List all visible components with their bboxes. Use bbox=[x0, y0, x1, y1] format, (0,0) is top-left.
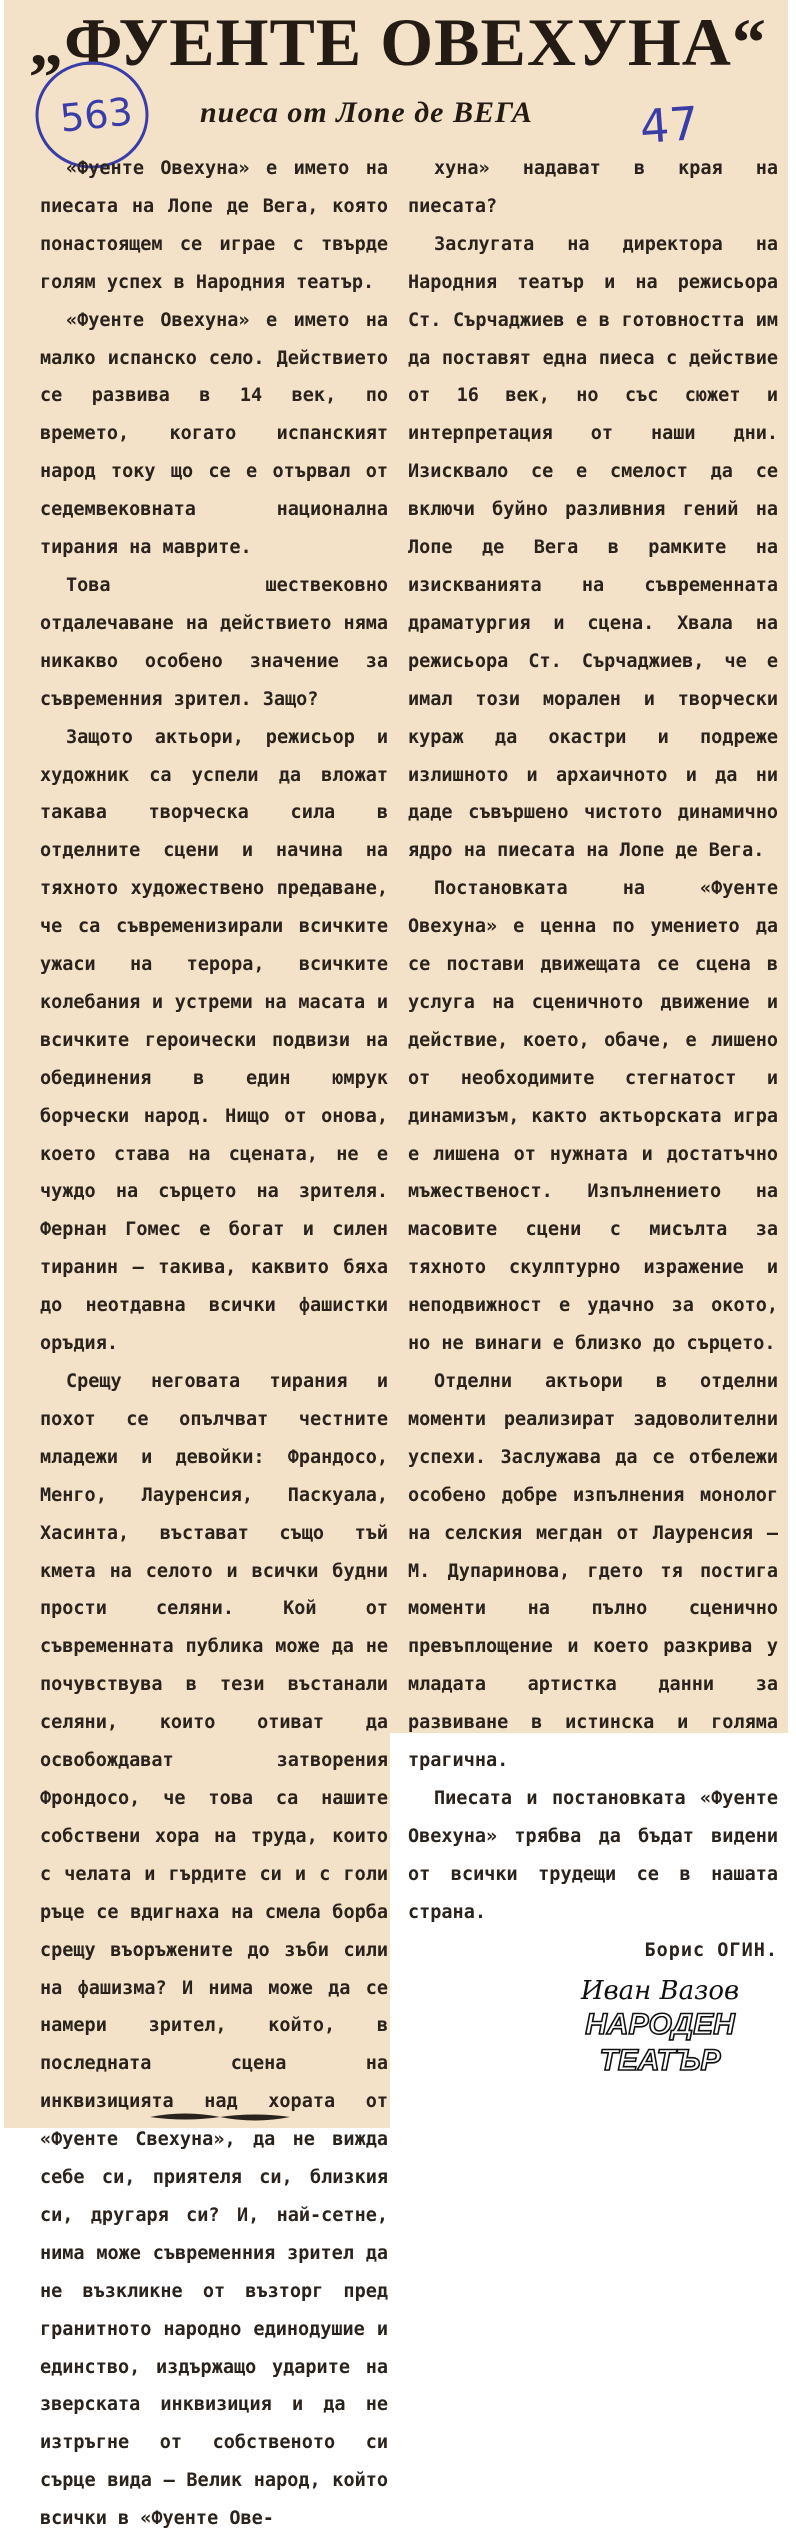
column-end-ornament-icon bbox=[150, 2108, 290, 2126]
article-paragraph: Заслугата на директора на Народния театър и на режисьора Ст. Сърчаджиев е в готовността им да поставят една пиеса с действие от 16 век, но със сюжет и интерпретация от наши дни. Изисквало се е смелост да се включи буйно разливния гений на Лопе де Вега в рамките на изискванията на съвременната драматургия и сцена. Хвала на режисьора Ст. Сърчаджиев, че е имал този морален и творчески кураж да окастри и подреже излишното и архаичното и да ни даде съвършено чистото динамично ядро на пиесата на Лопе де Вега. bbox=[408, 233, 778, 862]
article-subtitle: пиеса от Лопе де ВЕГА bbox=[200, 96, 533, 129]
article-paragraph: Пиесата и постановката «Фуенте Овехуна» трябва да бъдат видени от всички трудещи се в нашата страна. bbox=[408, 1787, 778, 1923]
logo-line-2: ТЕАТЪР bbox=[599, 2044, 721, 2077]
handwritten-number-text: 563 bbox=[57, 89, 135, 141]
article-title: „ФУЕНТЕ ОВЕХУНА“ bbox=[29, 4, 767, 80]
handwritten-page-number: 47 bbox=[638, 96, 701, 154]
article-paragraph: Постановката на «Фуенте Овехуна» е ценна по умението да се постави движещата се сцена в услуга на сценичното движение и действие, което, обаче, е лишено от необходимите стегнатост и динамизъм, както актьорската игра е лишена от нужната и достатъчно мъжественост. Изпълнението на масовите сцени с мисълта за тяхното скулптурно изражение и неподвижност е удачно за окото, но не винаги е близко до сърцето. bbox=[408, 878, 778, 1355]
article-paragraph: Това шествековно отдалечаване на действието няма никакво особено значение за съвременния зрител. Защо? bbox=[40, 574, 388, 710]
article-paragraph: Срещу неговата тирания и похот се опълчват честните младежи и девойки: Франдосо, Менго, Лауренсия, Паскуала, Хасинта, въстават също тъй кмета на селото и всички будни прости селяни. Кой от съвременната публика може да не почувствува в тези въстанали селяни, които отиват да освобождават затворения Фрондосо, че това са нашите собствени хора на труда, които с челата и гърдите си и с голи ръце се вдигнаха на смела борба срещу въоръжените до зъби сили на фашизма? И нима може да се намери зрител, който, в последната сцена на инквизицията над хората от «Фуенте Свехуна», да не вижда себе си, приятеля си, близкия си, другаря си? И, най-сетне, нима може съвременния зрител да не възкликне от възторг пред гранитното народно единодушие и единство, издържащо ударите на зверската инквизиция и да не изтръгне от собственото си сърце вида — Велик народ, който всички в «Фуенте Ове- bbox=[40, 1371, 388, 2530]
article-column-right bbox=[408, 150, 778, 1970]
author-signature: Борис ОГИН. bbox=[644, 1939, 778, 1961]
article-paragraph: Отделни актьори в отделни моменти реализират задоволителни успехи. Заслужава да се отбележи особено добре изпълнения монолог на селския мегдан от Лауренсия — М. Дупаринова, гдето тя постига моменти на пълно сценично превъплощение и което разкрива у младата артистка данни за развиване в истинска и голяма трагична. bbox=[408, 1371, 778, 1772]
article-paragraph: «Фуенте Овехуна» е името на пиесата на Лопе де Вега, която понастоящем се играе с твърде голям успех в Народния театър. bbox=[40, 158, 388, 293]
logo-line-1: НАРОДЕН bbox=[585, 2008, 735, 2041]
article-paragraph: Защото актьори, режисьор и художник са успели да вложат такава творческа сила в отделните сцени и начина на тяхното художествено предаване, че са съвременизирали всичките ужаси на терора, всичките колебания и устреми на масата и всичките героически подвизи на обединения в един юмрук борчески народ. Нищо от онова, което става на сцената, не е чуждо на сърцето на зрителя. Фернан Гомес е богат и силен тиранин — такива, каквито бяха до неотдавна всички фашистки оръдия. bbox=[40, 726, 388, 1355]
national-theatre-logo bbox=[580, 1975, 740, 2095]
article-paragraph: «Фуенте Овехуна» е името на малко испанско село. Действието се развива в 14 век, по времето, когато испанският народ току що се е отървал от седемвековната национална тирания на маврите. bbox=[40, 309, 388, 559]
article-paragraph: хуна» надават в края на пиесата? bbox=[408, 158, 778, 217]
logo-script-signature: Иван Вазов bbox=[580, 1976, 740, 2006]
article-column-left bbox=[40, 150, 388, 2538]
